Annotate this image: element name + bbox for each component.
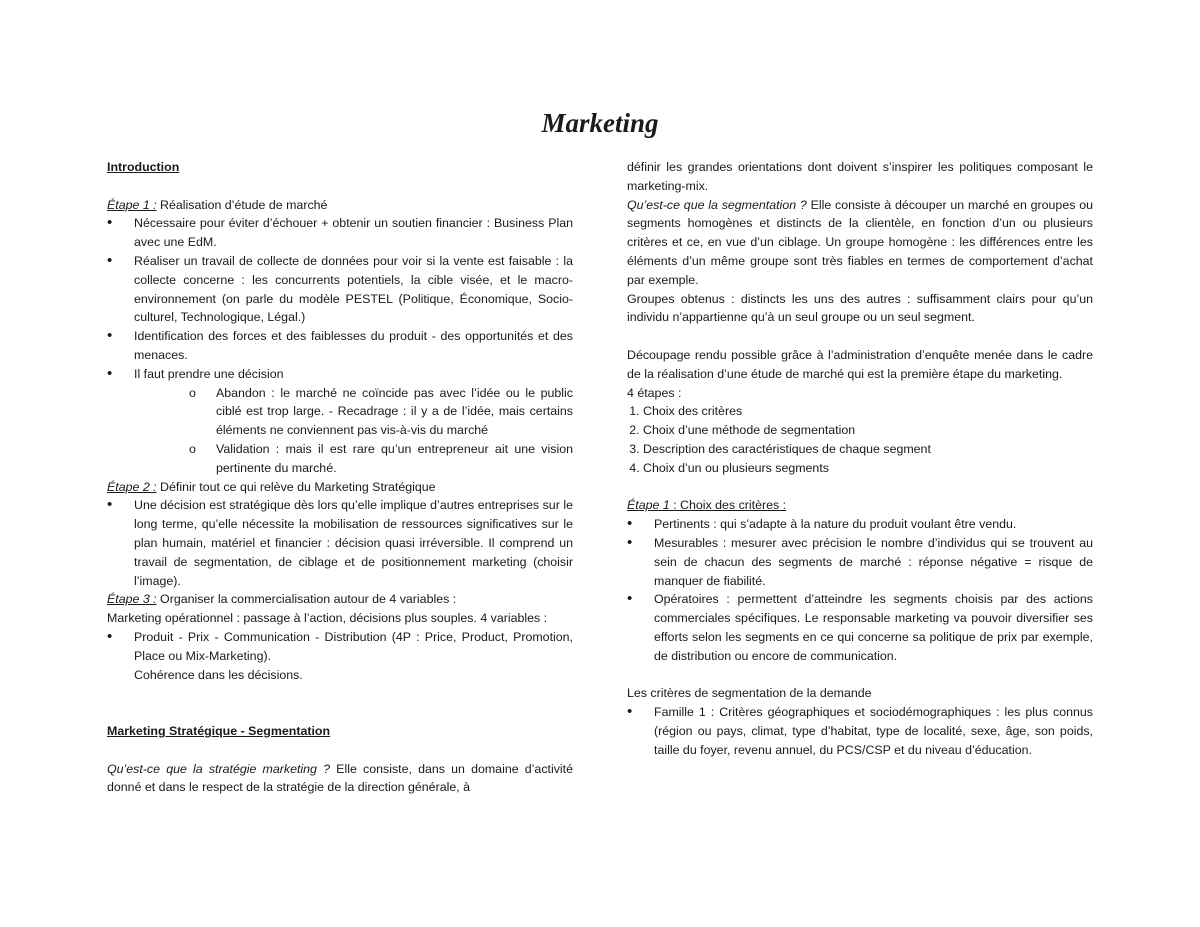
criteria-etape-text: : Choix des critères : [669,498,787,513]
segmentation-question: Qu’est-ce que la segmentation ? [627,197,807,212]
criteria-heading [627,496,1093,515]
page-title: Marketing [541,108,659,138]
sub-list-item: o Abandon : le marché ne coïncide pas avec l’idée ou le public ciblé est trop large. - Recadrage : il y a de l’idée, mais certains éléments ne conviennent pas vis-à-vis du marché [189,384,573,440]
list-item: 2. Choix d’une méthode de segmentation [643,421,1093,440]
strategy-question: Qu’est-ce que la stratégie marketing ? [107,761,331,776]
continuation-paragraph: définir les grandes orientations dont doivent s’inspirer les politiques composant le marketing-mix. [627,160,1093,193]
list-item: • Une décision est stratégique dès lors qu’elle implique d’autres entreprises sur le long terme, qu’elle nécessite la mobilisation de ressources significatives sur le plan humain, matériel et financier : décision quasi irréversible. Il comprend un travail de segmentation, de ciblage et de positionnement marketing (choisir l’image). [107,496,573,590]
etape1-label: Étape 1 : [107,197,157,212]
coherence-text: Cohérence dans les décisions. [134,667,303,682]
criteria-etape-label: Étape 1 [627,498,670,513]
strategy-paragraph [107,760,573,798]
list-item: 3. Description des caractéristiques de chaque segment [643,440,1093,459]
etape2-bullet-list [107,496,573,590]
groups-paragraph: Groupes obtenus : distincts les uns des autres : suffisamment clairs pour qu’un individu n’appartienne qu’à un seul groupe ou un seul segment. [627,291,1093,325]
criteria-bullet-list [627,515,1093,665]
etape1-bullet-list [107,214,573,383]
strategic-heading: Marketing Stratégique - Segmentation [107,723,331,738]
decoupage-paragraph: Découpage rendu possible grâce à l’administration d’enquête menée dans le cadre de la réalisation d’une étude de marché qui est la première étape du marketing. [627,347,1093,381]
segmentation-paragraph [627,196,1093,290]
decision-sub-list [107,384,573,478]
list-item: • Nécessaire pour éviter d’échouer + obtenir un soutien financier : Business Plan avec une EdM. [107,214,573,252]
etape2-line [107,478,573,497]
list-item: • Produit - Prix - Communication - Distribution (4P : Price, Product, Promotion, Place ou Mix-Marketing). [107,628,573,666]
list-item: • Réaliser un travail de collecte de données pour voir si la vente est faisable : la collecte concerne : les concurrents potentiels, la cible visée, et le macro-environnement (on parle du modèle PESTEL (Politique, Économique, Socio-culturel, Technologique, Légal.) [107,252,573,327]
sub-list-item: o Validation : mais il est rare qu’un entrepreneur ait une vision pertinente du marché. [189,440,573,478]
steps-intro: 4 étapes : [627,385,682,400]
list-item: 4. Choix d’un ou plusieurs segments [643,459,1093,478]
steps-list [627,402,1093,477]
list-item: • Opératoires : permettent d’atteindre les segments choisis par des actions commerciales spécifiques. Le responsable marketing va pouvoir diversifier ses efforts selon les segments en ce qui concerne sa politique de prix par exemple, de distribution ou encore de communication. [627,590,1093,665]
list-item: • Il faut prendre une décision [107,365,573,384]
family-bullet-list [627,703,1093,759]
etape3-label: Étape 3 : [107,592,157,607]
etape1-line [107,196,573,215]
introduction-heading: Introduction [107,160,180,174]
etape3-text: Organiser la commercialisation autour de 4 variables : [156,592,457,607]
list-item: • Famille 1 : Critères géographiques et sociodémographiques : les plus connus (région ou pays, climat, type d’habitat, type de localité, sexe, âge, son poids, taille du foyer, revenu annuel, du PCS/CSP et du niveau d’éducation. [627,703,1093,759]
right-column [627,158,1093,760]
strategy-answer: Elle consiste, dans un domaine d’activité donné et dans le respect de la stratégie de la direction générale, à [107,761,573,795]
list-item: • Pertinents : qui s’adapte à la nature du produit voulant être vendu. [627,515,1093,534]
etape1-text: Réalisation d’étude de marché [156,197,328,212]
operational-paragraph: Marketing opérationnel : passage à l’action, décisions plus souples. 4 variables : [107,611,548,626]
demand-heading: Les critères de segmentation de la demande [627,686,872,701]
list-item: • Mesurables : mesurer avec précision le nombre d’individus qui se trouvent au sein de chacun des segments de marché : réponse négative = risque de manquer de fiabilité. [627,534,1093,590]
etape2-label: Étape 2 : [107,479,157,494]
list-item: 1. Choix des critères [643,402,1093,421]
segmentation-answer: Elle consiste à découper un marché en groupes ou segments homogènes et distincts de la clientèle, en fonction d’un ou plusieurs critères et ce, en vue d’un ciblage. Un groupe homogène : les différences entre les éléments d’un même groupe sont très fiables en termes de comportement d’achat par exemple. [627,197,1093,287]
left-column [107,158,573,797]
etape3-line [107,590,573,609]
etape3-bullet-list [107,628,573,666]
list-item: • Identification des forces et des faiblesses du produit - des opportunités et des menaces. [107,327,573,365]
etape2-text: Définir tout ce qui relève du Marketing Stratégique [156,479,436,494]
